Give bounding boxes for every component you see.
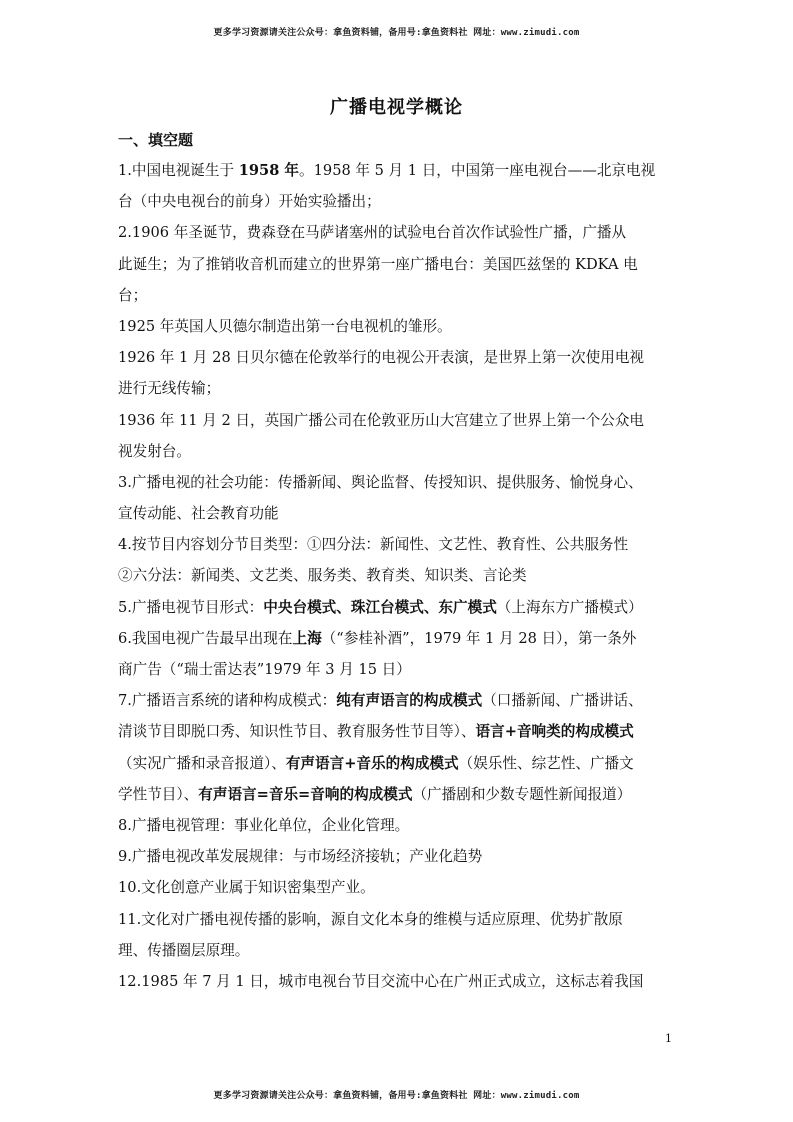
text-segment: 台； — [118, 286, 148, 304]
text-line — [118, 436, 678, 467]
text-line — [118, 560, 678, 591]
text-segment: 2.1906 年圣诞节，费森登在马萨诸塞州的试验电台首次作试验性广播，广播从 — [118, 224, 627, 242]
text-line — [118, 779, 678, 810]
text-line — [118, 592, 678, 623]
document-body — [118, 127, 678, 997]
text-segment: 台（中央电视台的前身）开始实验播出； — [118, 193, 381, 211]
text-line — [118, 654, 678, 685]
text-segment: 5.广播电视节目形式： — [118, 598, 264, 616]
text-segment: 1925 年英国人贝德尔制造出第一台电视机的雏形。 — [118, 317, 452, 335]
text-segment: （实况广播和录音报道）、 — [118, 754, 286, 772]
footer-banner: 更多学习资源请关注公众号：拿鱼资料铺，备用号:拿鱼资料社 网址：www.zimudi.com — [213, 1091, 580, 1101]
document-title: 广播电视学概论 — [330, 97, 463, 118]
text-segment: 1926 年 1 月 28 日贝尔德在伦敦举行的电视公开表演，是世界上第一次使用电视 — [118, 349, 645, 367]
text-segment: 1.中国电视诞生于 — [118, 162, 239, 179]
text-line — [118, 685, 678, 716]
text-segment: 清谈节目即脱口秀、知识性节目、教育服务性节目等）、 — [118, 723, 476, 741]
text-segment: （口播新闻、广播讲话、 — [482, 692, 643, 710]
bold-term: 1958 年 — [238, 162, 300, 179]
text-segment: 12.1985 年 7 月 1 日，城市电视台节目交流中心在广州正式成立，这标志着我国 — [118, 972, 644, 990]
text-line — [118, 280, 678, 311]
text-line — [118, 623, 678, 654]
bold-term: 有声语言+音乐的构成模式 — [285, 754, 459, 772]
text-segment: 商广告（“瑞士雷达表”1979 年 3 月 15 日） — [118, 661, 411, 678]
text-line — [118, 311, 678, 342]
bold-term: 有声语言=音乐=音响的构成模式 — [198, 785, 413, 803]
text-segment: ②六分法：新闻类、文艺类、服务类、教育类、知识类、言论类 — [118, 567, 527, 585]
text-line — [118, 841, 678, 872]
text-line — [118, 716, 678, 747]
bold-term: 上海 — [292, 629, 322, 647]
text-segment: 理、传播圈层原理。 — [118, 941, 250, 959]
text-line — [118, 935, 678, 966]
text-segment: （上海东方广播模式） — [496, 598, 643, 616]
text-line — [118, 966, 678, 997]
text-segment: 10.文化创意产业属于知识密集型产业。 — [118, 879, 375, 897]
text-segment: 视发射台。 — [118, 442, 191, 460]
text-line — [118, 904, 678, 935]
text-segment: 11.文化对广播电视传播的影响，源自文化本身的维模与适应原理、优势扩散原 — [118, 910, 623, 928]
text-line — [118, 155, 678, 186]
text-line — [118, 249, 678, 280]
header-banner: 更多学习资源请关注公众号：拿鱼资料铺，备用号:拿鱼资料社 网址：www.zimudi.com — [213, 28, 580, 38]
page-number: 1 — [665, 1032, 672, 1045]
text-line — [118, 498, 678, 529]
text-segment: 3.广播电视的社会功能：传播新闻、舆论监督、传授知识、提供服务、愉悦身心、 — [118, 473, 643, 491]
text-segment: 7.广播语言系统的诸种构成模式： — [118, 692, 337, 710]
text-line — [118, 186, 678, 217]
text-segment: 8.广播电视管理：事业化单位，企业化管理。 — [118, 816, 410, 834]
bold-term: 纯有声语言的构成模式 — [336, 692, 483, 710]
text-segment: 进行无线传输； — [118, 380, 221, 398]
text-segment: 6.我国电视广告最早出现在 — [118, 629, 293, 647]
text-segment: （“参桂补酒”，1979 年 1 月 28 日），第一条外 — [321, 629, 637, 647]
text-line — [118, 810, 678, 841]
text-line — [118, 342, 678, 373]
text-segment: 学性节目）、 — [118, 785, 199, 803]
text-segment: 4.按节目内容划分节目类型：①四分法：新闻性、文艺性、教育性、公共服务性 — [118, 536, 629, 554]
text-segment: 此诞生；为了推销收音机而建立的世界第一座广播电台：美国匹兹堡的 KDKA 电 — [118, 255, 638, 273]
text-segment: （广播剧和少数专题性新闻报道） — [412, 785, 632, 803]
text-line — [118, 467, 678, 498]
section-heading: 一、填空题 — [118, 131, 194, 149]
text-segment: 9.广播电视改革发展规律：与市场经济接轨；产业化趋势 — [118, 848, 483, 866]
text-line — [118, 748, 678, 779]
text-line — [118, 529, 678, 560]
text-segment: 1936 年 11 月 2 日，英国广播公司在伦敦亚历山大宫建立了世界上第一个公众电 — [118, 411, 645, 429]
text-segment: 。1958 年 5 月 1 日，中国第一座电视台——北京电视 — [299, 162, 656, 179]
paragraph-lines — [118, 155, 678, 997]
text-line — [118, 217, 678, 248]
text-segment: 宣传动能、社会教育功能 — [118, 505, 279, 523]
text-line — [118, 872, 678, 903]
text-segment: （娱乐性、综艺性、广播文 — [458, 754, 634, 772]
text-line — [118, 373, 678, 404]
bold-term: 语言+音响类的构成模式 — [475, 723, 634, 741]
bold-term: 中央台模式、珠江台模式、东广模式 — [263, 598, 497, 616]
text-line — [118, 405, 678, 436]
